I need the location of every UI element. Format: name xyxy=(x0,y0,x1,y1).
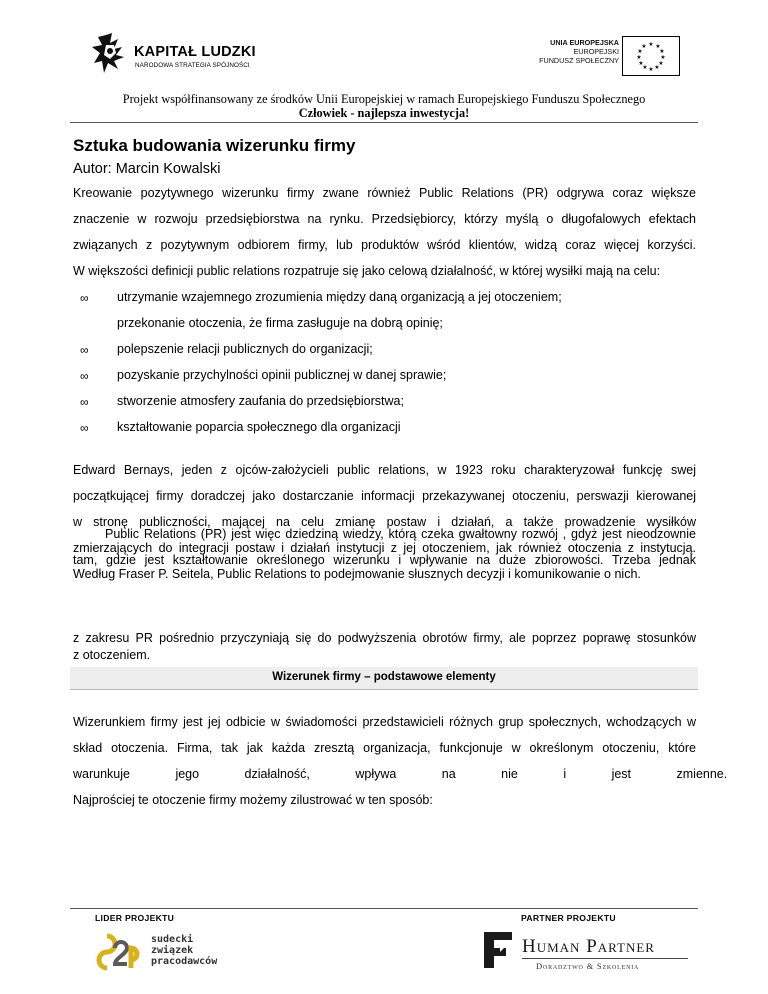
bernays-line: w stronę publiczności, mającej na celu zmianę postaw i działań, a także prowadzenie wysiłków xyxy=(73,515,696,529)
eu-line1: UNIA EUROPEJSKA xyxy=(550,38,619,47)
project-line: Projekt współfinansowany ze środków Unii Europejskiej w ramach Europejskiego Funduszu Społecznego xyxy=(122,92,646,106)
image-line: skład otoczenia. Firma, tak jak każda zresztą organizacja, funkcjonuje w określonym otoczeniu, które xyxy=(73,741,696,755)
bernays-line: Edward Bernays, jeden z ojców-założycieli public relations, w 1923 roku charakteryzował funkcję swej xyxy=(73,463,696,477)
kapital-ludzki-emblem-icon xyxy=(92,33,132,73)
article-title: Sztuka budowania wizerunku firmy xyxy=(73,136,356,155)
section-heading: Wizerunek firmy – podstawowe elementy xyxy=(272,671,496,683)
svg-text:★: ★ xyxy=(636,54,642,61)
goal-item: pozyskanie przychylności opinii publicznej w danej sprawie; xyxy=(117,368,447,382)
kapital-ludzki-subtitle: NARODOWA STRATEGIA SPÓJNOŚCI xyxy=(135,62,250,69)
human-partner-name: Human Partner xyxy=(522,936,655,957)
image-line: Wizerunkiem firmy jest jej odbicie w świadomości przedstawicieli różnych grup społecznych, wchodzących w xyxy=(73,715,696,729)
bernays-line: początkującej firmy doradczej jako dostarczanie informacji przekazywanej otoczeniu, perswazji kierowanej xyxy=(73,489,696,503)
goal-item: stworzenie atmosfery zaufania do przedsiębiorstwa; xyxy=(117,394,404,408)
s2p-mark-icon xyxy=(93,930,149,972)
partner-label: PARTNER PROJEKTU xyxy=(521,913,616,923)
header-divider xyxy=(70,122,698,123)
intro-line: Kreowanie pozytywnego wizerunku firmy zwane również Public Relations (PR) odgrywa coraz większe xyxy=(73,186,696,200)
human-partner-tagline: Doradztwo & Szkolenia xyxy=(536,961,640,971)
goal-item: polepszenie relacji publicznych do organizacji; xyxy=(117,342,373,356)
intro-line: znaczenie w rozwoju przedsiębiorstwa na rynku. Przedsiębiorcy, którzy myślą o długofalowych efektach xyxy=(73,212,696,226)
svg-text:★: ★ xyxy=(658,60,664,67)
eu-line2: EUROPEJSKI xyxy=(573,47,619,56)
image-line: Najprościej te otoczenie firmy możemy zilustrować w ten sposób: xyxy=(73,793,433,807)
leader-label: LIDER PROJEKTU xyxy=(95,913,175,923)
goal-item: przekonanie otoczenia, że firma zasługuje na dobrą opinię; xyxy=(117,316,443,330)
s2p-logo xyxy=(93,930,273,972)
bullet-icon: ∞ xyxy=(80,421,89,435)
bullet-icon: ∞ xyxy=(80,369,89,383)
s2p-name: sudecki związek pracodawców xyxy=(151,934,218,967)
human-partner-logo xyxy=(480,930,700,974)
bullet-icon: ∞ xyxy=(80,343,89,357)
pr-line: z zakresu PR pośrednio przyczyniają się do podwyższenia obrotów firmy, ale poprzez poprawę stosunków xyxy=(73,631,696,645)
svg-text:★: ★ xyxy=(659,48,665,55)
svg-text:★: ★ xyxy=(648,66,654,73)
eu-line3: FUNDUSZ SPOŁECZNY xyxy=(539,56,619,65)
svg-text:★: ★ xyxy=(648,41,654,48)
svg-text:★: ★ xyxy=(638,60,644,67)
project-slogan: Człowiek - najlepsza inwestycja! xyxy=(298,106,470,120)
footer-divider xyxy=(70,908,698,909)
image-line: warunkuje jego działalność, wpływa na nie i jest zmienne. xyxy=(73,767,728,781)
goal-item: utrzymanie wzajemnego zrozumienia między daną organizacją a jej otoczeniem; xyxy=(117,290,562,304)
eu-flag-icon xyxy=(622,36,680,76)
svg-text:★: ★ xyxy=(660,54,666,61)
pr-line: Public Relations (PR) jest więc dziedziną wiedzy, którą czeka gwałtowny rozwój , gdyż jest nieodzownie xyxy=(105,527,696,541)
intro-line: W większości definicji public relations rozpatruje się jako celową działalność, w której wysiłki mają na celu: xyxy=(73,264,661,278)
goal-item: kształtowanie poparcia społecznego dla organizacji xyxy=(117,420,401,434)
svg-text:★: ★ xyxy=(654,64,660,71)
bullet-icon: ∞ xyxy=(80,395,89,409)
svg-text:★: ★ xyxy=(642,64,648,71)
article-author: Autor: Marcin Kowalski xyxy=(73,161,221,177)
human-partner-rule xyxy=(522,958,688,959)
kapital-ludzki-title: KAPITAŁ LUDZKI xyxy=(134,44,256,60)
bullet-icon: ∞ xyxy=(80,291,89,305)
bernays-line: zmierzających do integracji postaw i działań instytucji z jej otoczeniem, jak również otoczenia z instytucją. xyxy=(73,541,696,555)
svg-text:★: ★ xyxy=(637,48,643,55)
eu-logo xyxy=(512,36,682,76)
bernays-line: Według Fraser P. Seitela, Public Relations to podejmowanie słusznych decyzji i komunikowanie o nich. xyxy=(73,567,641,581)
pr-line: tam, gdzie jest kształtowanie określonego wizerunku i wpływanie na duże zbiorowości. Trzeba jednak xyxy=(73,553,696,567)
svg-text:★: ★ xyxy=(655,43,661,50)
svg-text:★: ★ xyxy=(641,43,647,50)
pr-line: z otoczeniem. xyxy=(73,648,151,662)
intro-line: związanych z pozytywnym odbiorem firmy, lub produktów wśród klientów, widzą coraz więcej korzyści. xyxy=(73,238,696,252)
project-funding-note xyxy=(0,92,768,120)
human-partner-mark-icon xyxy=(480,930,516,970)
